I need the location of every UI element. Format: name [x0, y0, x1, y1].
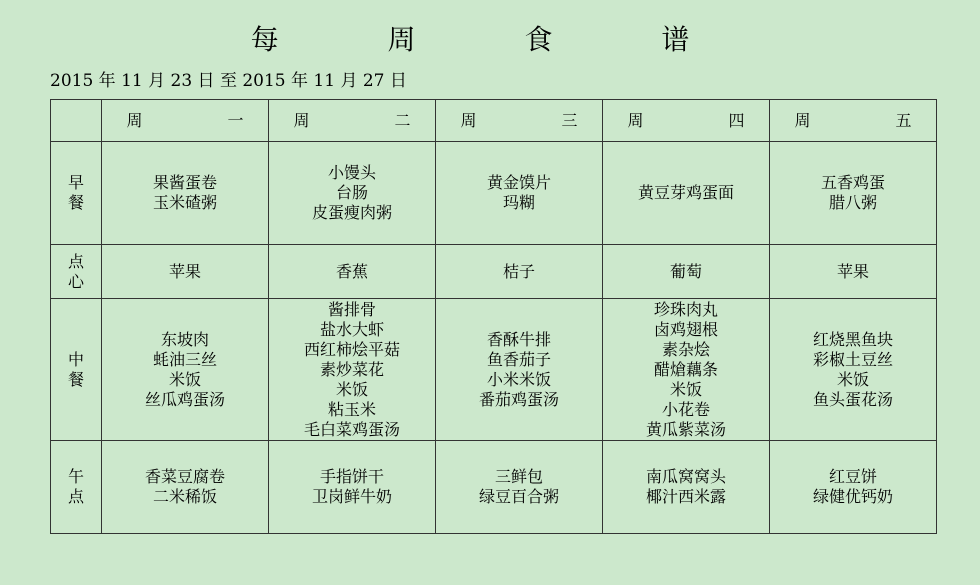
menu-cell-snack-monday — [102, 245, 269, 299]
menu-cell-lunch-monday — [102, 299, 269, 441]
menu-cell-snack-friday — [770, 245, 937, 299]
dish-item: 米饭 — [335, 379, 368, 399]
dish-item: 香菜豆腐卷 — [144, 467, 225, 486]
dish-item: 卤鸡翅根 — [653, 319, 718, 339]
dish-item: 米饭 — [836, 369, 869, 389]
meal-label-snack — [51, 245, 102, 299]
dish-item: 醋熗藕条 — [653, 359, 718, 379]
menu-cell-afternoon-snack-thursday — [603, 441, 770, 534]
menu-cell-afternoon-snack-wednesday — [436, 441, 603, 534]
dish-item: 香蕉 — [335, 261, 368, 281]
dish-item: 东坡肉 — [160, 329, 209, 349]
menu-body — [51, 100, 952, 534]
header-row — [51, 100, 937, 142]
dish-item: 苹果 — [168, 261, 201, 281]
header-monday: 周 一 — [102, 100, 269, 142]
dish-item: 毛白菜鸡蛋汤 — [303, 419, 400, 439]
dish-item: 小米米饭 — [486, 369, 551, 389]
dish-item: 丝瓜鸡蛋汤 — [144, 389, 225, 409]
meal-row-lunch — [51, 299, 937, 441]
dish-item: 葡萄 — [669, 261, 702, 281]
meal-label-char: 餐 — [67, 369, 84, 389]
dish-item: 黄金馍片 — [486, 173, 551, 192]
dish-item: 苹果 — [836, 261, 869, 281]
dish-item: 素杂烩 — [661, 339, 710, 359]
meal-label-char: 心 — [67, 271, 84, 291]
header-corner — [51, 100, 102, 142]
meal-row-breakfast — [51, 142, 937, 245]
menu-cell-lunch-wednesday — [436, 299, 603, 441]
menu-cell-breakfast-wednesday — [436, 142, 603, 245]
meal-label-afternoon-snack — [51, 441, 102, 534]
dish-item: 香酥牛排 — [486, 329, 551, 349]
menu-cell-snack-tuesday — [269, 245, 436, 299]
dish-item: 桔子 — [502, 261, 535, 281]
dish-item: 盐水大虾 — [319, 319, 384, 339]
header-wednesday: 周 三 — [436, 100, 603, 142]
meal-label-char: 午 — [67, 467, 84, 486]
dish-item: 鱼头蛋花汤 — [812, 389, 893, 409]
meal-row-snack — [51, 245, 937, 299]
meal-label-char: 点 — [67, 251, 84, 271]
menu-cell-snack-wednesday — [436, 245, 603, 299]
dish-item: 珍珠肉丸 — [653, 299, 718, 319]
menu-cell-afternoon-snack-tuesday — [269, 441, 436, 534]
meal-label-char: 点 — [67, 487, 84, 506]
dish-item: 蚝油三丝 — [152, 349, 217, 369]
dish-item: 绿豆百合粥 — [478, 487, 559, 506]
dish-item: 番茄鸡蛋汤 — [478, 389, 559, 409]
menu-cell-afternoon-snack-monday — [102, 441, 269, 534]
dish-item: 五香鸡蛋 — [820, 173, 885, 192]
dish-item: 玉米碴粥 — [152, 193, 217, 212]
meal-label-breakfast — [51, 142, 102, 245]
menu-cell-afternoon-snack-friday — [770, 441, 937, 534]
date-range: 2015 年 11 月 23 日 至 2015 年 11 月 27 日 — [50, 71, 407, 91]
meal-label-lunch — [51, 299, 102, 441]
weekly-menu-table — [50, 99, 952, 534]
dish-item: 红烧黑鱼块 — [812, 329, 893, 349]
dish-item: 台肠 — [335, 183, 368, 202]
meal-row-afternoon-snack — [51, 441, 937, 534]
dish-item: 椰汁西米露 — [645, 487, 726, 506]
menu-cell-snack-thursday — [603, 245, 770, 299]
dish-item: 彩椒土豆丝 — [812, 349, 893, 369]
dish-item: 鱼香茄子 — [486, 349, 551, 369]
menu-cell-lunch-friday — [770, 299, 937, 441]
dish-item: 二米稀饭 — [152, 487, 217, 506]
menu-cell-lunch-tuesday — [269, 299, 436, 441]
meal-label-char: 早 — [67, 173, 84, 192]
header-thursday: 周 四 — [603, 100, 770, 142]
menu-cell-breakfast-tuesday — [269, 142, 436, 245]
dish-item: 酱排骨 — [327, 299, 376, 319]
page-title: 每 周 食 谱 — [250, 23, 740, 56]
dish-item: 小花卷 — [661, 399, 710, 419]
dish-item: 南瓜窝窝头 — [645, 467, 726, 486]
dish-item: 玛糊 — [502, 193, 535, 212]
dish-item: 米饭 — [168, 369, 201, 389]
dish-item: 皮蛋瘦肉粥 — [311, 203, 392, 222]
dish-item: 黄瓜紫菜汤 — [645, 419, 726, 439]
dish-item: 小馒头 — [327, 163, 376, 182]
dish-item: 手指饼干 — [319, 467, 384, 486]
dish-item: 腊八粥 — [828, 193, 877, 212]
dish-item: 黄豆芽鸡蛋面 — [637, 183, 734, 202]
meal-label-char: 中 — [67, 349, 84, 369]
menu-cell-breakfast-thursday — [603, 142, 770, 245]
dish-item: 米饭 — [669, 379, 702, 399]
meal-label-char: 餐 — [67, 193, 84, 212]
dish-item: 三鲜包 — [494, 467, 543, 486]
menu-cell-breakfast-friday — [770, 142, 937, 245]
dish-item: 卫岗鲜牛奶 — [311, 487, 392, 506]
dish-item: 红豆饼 — [828, 467, 877, 486]
menu-cell-lunch-thursday — [603, 299, 770, 441]
dish-item: 果酱蛋卷 — [152, 173, 217, 192]
menu-cell-breakfast-monday — [102, 142, 269, 245]
dish-item: 素炒菜花 — [319, 359, 384, 379]
dish-item: 西红柿烩平菇 — [303, 339, 400, 359]
dish-item: 粘玉米 — [327, 399, 376, 419]
dish-item: 绿健优钙奶 — [812, 487, 893, 506]
header-tuesday: 周 二 — [269, 100, 436, 142]
header-friday: 周 五 — [770, 100, 937, 142]
